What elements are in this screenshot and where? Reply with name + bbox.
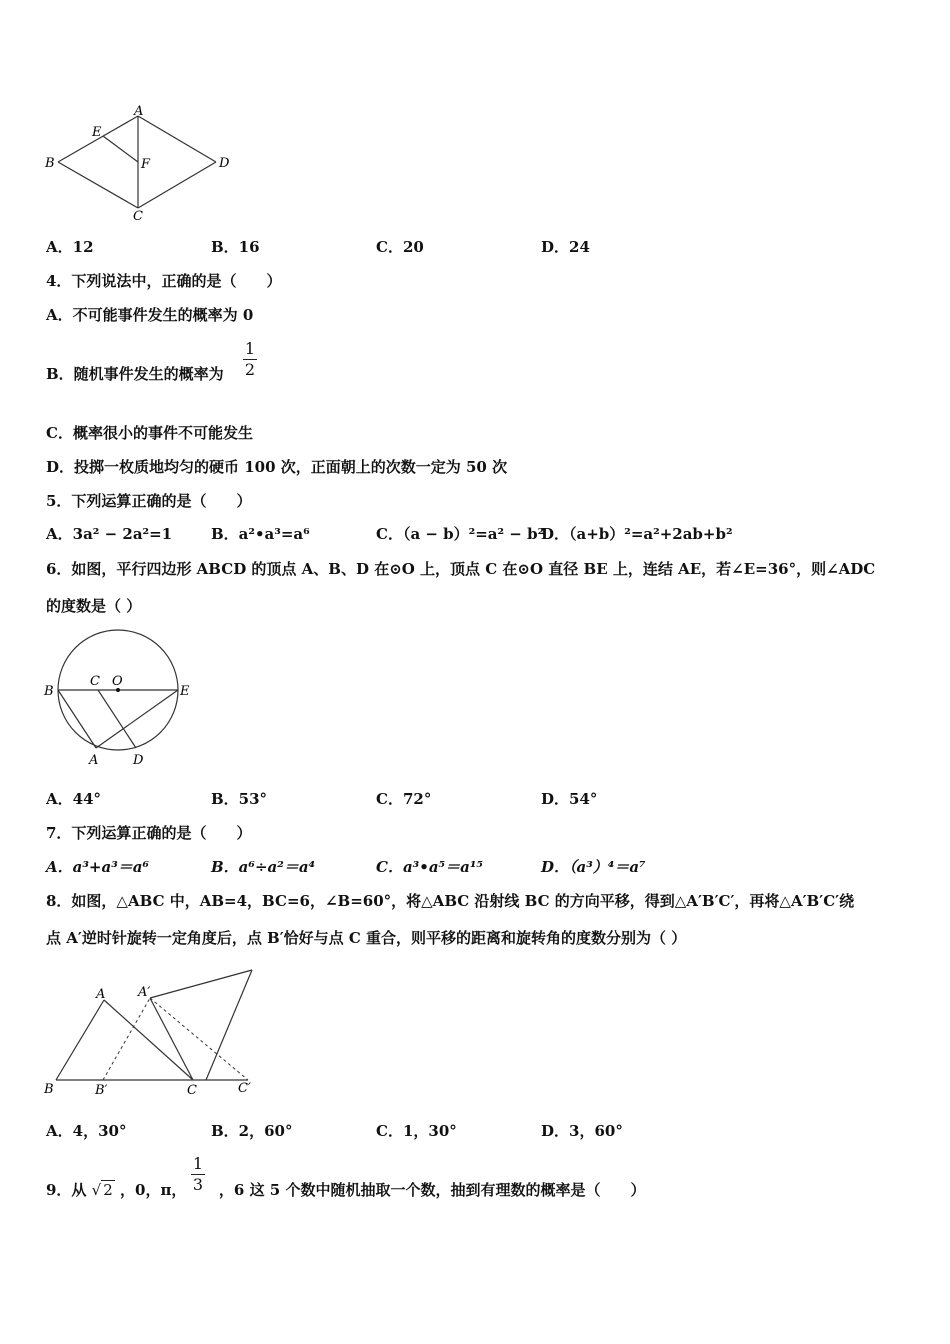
frac-num: 1 xyxy=(192,1154,204,1173)
q9-suffix: ，6 这 5 个数中随机抽取一个数，抽到有理数的概率是（ ） xyxy=(218,1181,646,1199)
q6-option-b[interactable]: B．53° xyxy=(211,790,268,808)
q6-stem-line2: 的度数是（ ） xyxy=(46,597,142,615)
label-a: A xyxy=(134,105,144,119)
q9-sqrt-arg: 2 xyxy=(103,1181,113,1199)
label-c-prime: C′ xyxy=(238,1081,251,1096)
q3-option-c[interactable]: C．20 xyxy=(376,238,424,256)
q8-figure xyxy=(40,960,270,1104)
q9-sqrt: √ 2 xyxy=(91,1181,113,1199)
frac-den: 3 xyxy=(192,1175,204,1194)
q9-fraction xyxy=(191,1155,205,1194)
label-b: B xyxy=(44,684,54,699)
label-a: A xyxy=(89,753,99,768)
q5-stem: 5．下列运算正确的是（ ） xyxy=(46,492,252,510)
q8-option-a[interactable]: A．4，30° xyxy=(46,1122,127,1140)
q5-option-d[interactable]: D．（a+b）²=a²+2ab+b² xyxy=(541,525,733,543)
q5-option-c[interactable]: C．（a − b）²=a² − b² xyxy=(376,525,545,543)
q3-option-d[interactable]: D．24 xyxy=(541,238,590,256)
q3-option-b[interactable]: B．16 xyxy=(211,238,260,256)
q7-option-a[interactable]: A．a³+a³＝a⁶ xyxy=(46,858,150,876)
label-e: E xyxy=(180,684,190,699)
frac-den: 2 xyxy=(244,360,256,379)
q6-figure xyxy=(40,625,200,774)
q8-option-c[interactable]: C．1，30° xyxy=(376,1122,457,1140)
label-e: E xyxy=(92,125,102,140)
label-a-prime: A′ xyxy=(138,985,151,1000)
q4-fraction xyxy=(243,340,257,379)
label-b-prime: B′ xyxy=(95,1083,108,1098)
label-b: B xyxy=(45,156,55,171)
q6-option-a[interactable]: A．44° xyxy=(46,790,102,808)
label-d: D xyxy=(219,156,230,171)
q4-option-b[interactable]: B．随机事件发生的概率为 xyxy=(46,365,224,383)
q8-option-b[interactable]: B．2，60° xyxy=(211,1122,293,1140)
label-b: B xyxy=(44,1082,54,1097)
q4-option-d[interactable]: D．投掷一枚质地均匀的硬币 100 次，正面朝上的次数一定为 50 次 xyxy=(46,458,508,476)
q7-option-b[interactable]: B．a⁶÷a²＝a⁴ xyxy=(211,858,316,876)
q7-option-d[interactable]: D．（a³）⁴＝a⁷ xyxy=(541,858,646,876)
q6-stem-line1: 6．如图，平行四边形 ABCD 的顶点 A、B、D 在⊙O 上，顶点 C 在⊙O 直径 BE 上，连结 AE，若∠E=36°，则∠ADC xyxy=(46,560,876,578)
q9-mid: ，0，π， xyxy=(120,1181,187,1199)
q5-option-b[interactable]: B．a²•a³=a⁶ xyxy=(211,525,310,543)
label-f: F xyxy=(141,157,151,172)
q4-option-c[interactable]: C．概率很小的事件不可能发生 xyxy=(46,424,253,442)
frac-num: 1 xyxy=(244,339,256,358)
label-o: O xyxy=(112,674,123,689)
label-c: C xyxy=(187,1083,197,1098)
q4-stem: 4．下列说法中，正确的是（ ） xyxy=(46,272,282,290)
q6-option-d[interactable]: D．54° xyxy=(541,790,598,808)
q6-option-c[interactable]: C．72° xyxy=(376,790,432,808)
q3-figure xyxy=(40,105,240,229)
q3-option-a[interactable]: A．12 xyxy=(46,238,94,256)
label-c: C xyxy=(90,674,100,689)
q8-stem-line1: 8．如图，△ABC 中，AB=4，BC=6，∠B=60°，将△ABC 沿射线 BC 的方向平移，得到△A′B′C′，再将△A′B′C′绕 xyxy=(46,892,855,910)
q7-stem: 7．下列运算正确的是（ ） xyxy=(46,824,252,842)
label-c: C xyxy=(133,209,143,224)
q8-option-d[interactable]: D．3，60° xyxy=(541,1122,623,1140)
label-d: D xyxy=(133,753,144,768)
q5-option-a[interactable]: A．3a² − 2a²=1 xyxy=(46,525,173,543)
q9-stem xyxy=(46,1179,645,1200)
label-a: A xyxy=(96,987,106,1002)
q7-option-c[interactable]: C．a³•a⁵＝a¹⁵ xyxy=(376,858,483,876)
q4-option-a[interactable]: A．不可能事件发生的概率为 0 xyxy=(46,306,254,324)
q8-stem-line2: 点 A′逆时针旋转一定角度后，点 B′恰好与点 C 重合，则平移的距离和旋转角的度数分别为（ ） xyxy=(46,929,687,947)
q9-prefix: 9．从 xyxy=(46,1181,87,1199)
